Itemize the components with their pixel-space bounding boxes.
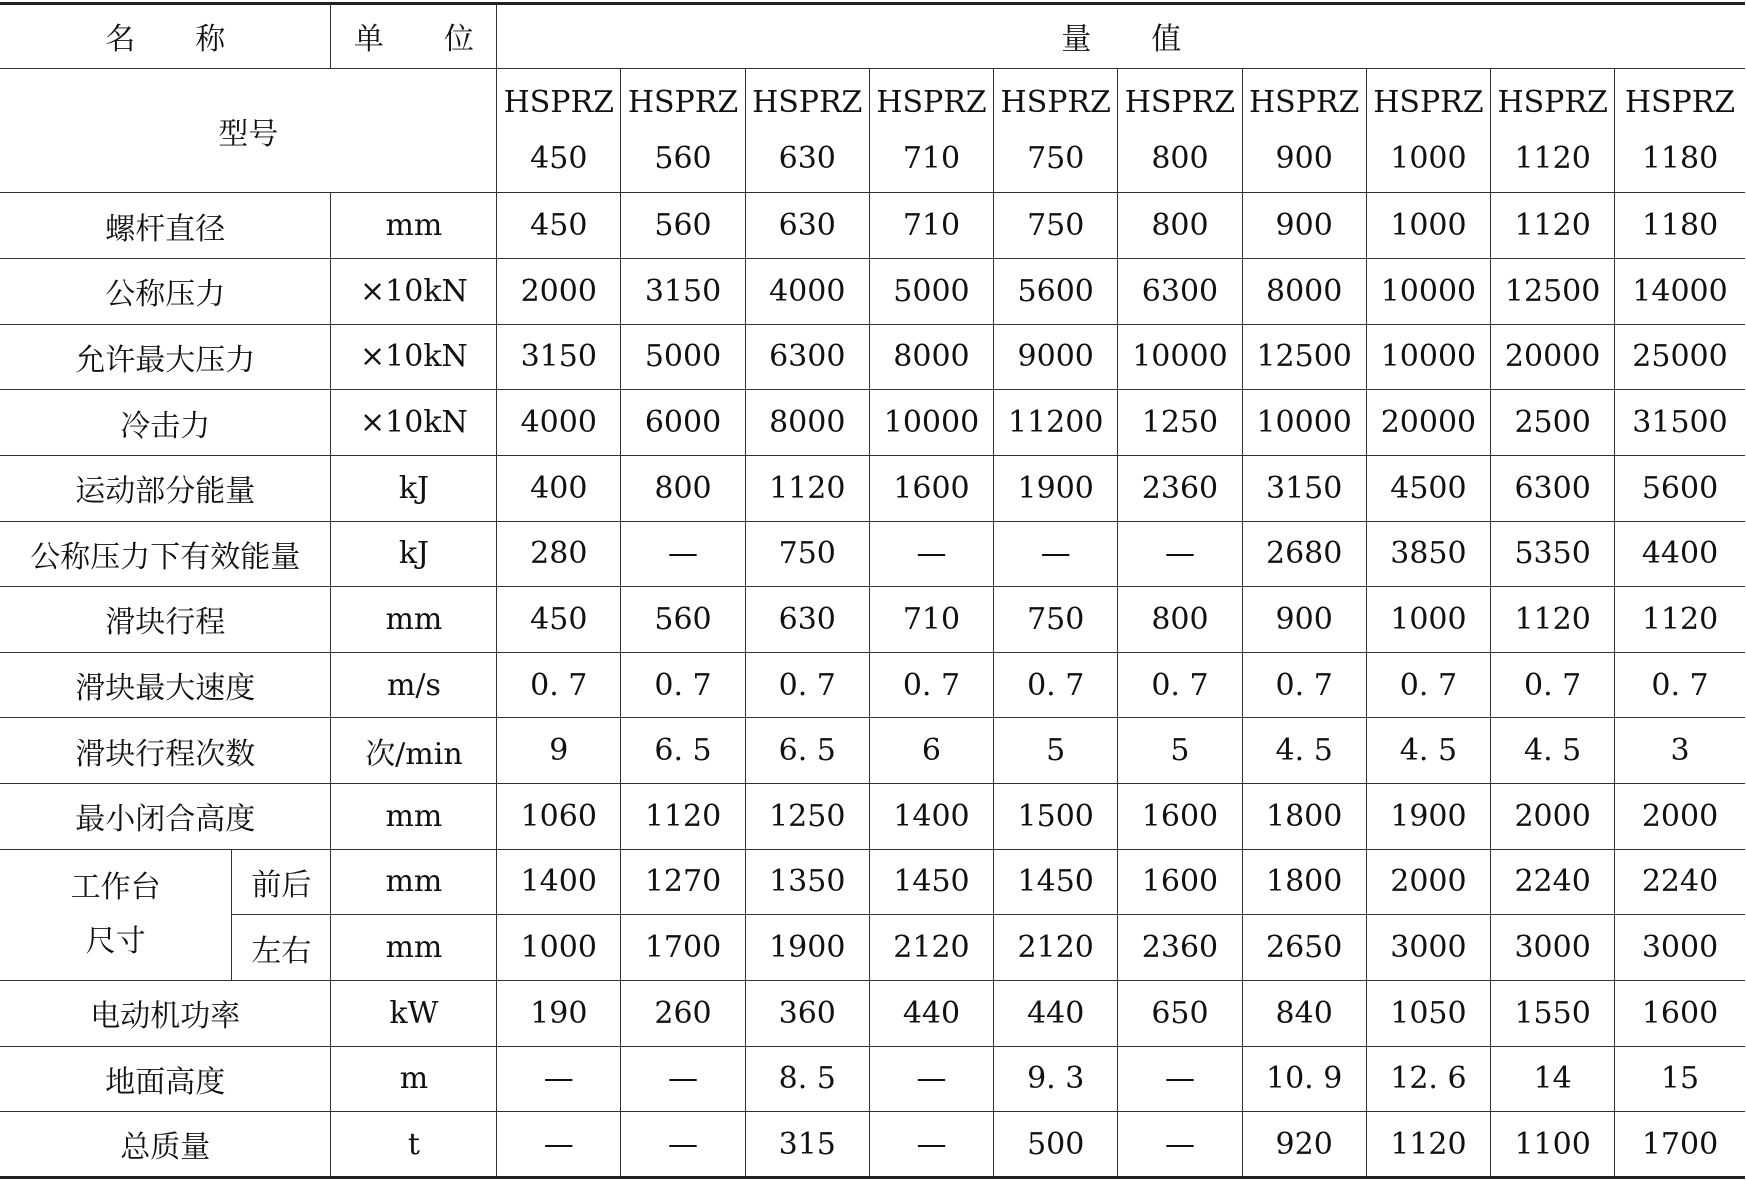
row-unit: mm <box>331 784 497 850</box>
value-cell: 6300 <box>1118 259 1243 325</box>
value-cell: — <box>994 521 1118 587</box>
value-cell: 5 <box>994 718 1118 784</box>
table-row <box>0 784 1745 850</box>
model-cell <box>745 68 869 192</box>
value-cell: — <box>497 1046 621 1112</box>
value-cell: 0. 7 <box>994 652 1118 718</box>
row-name: 滑块行程 <box>0 587 331 653</box>
value-cell: — <box>869 1112 994 1178</box>
table-row <box>0 652 1745 718</box>
value-cell: 2650 <box>1242 915 1366 981</box>
value-cell: 1000 <box>1366 193 1491 259</box>
value-cell: 1100 <box>1491 1112 1615 1178</box>
value-cell: 1900 <box>1366 784 1491 850</box>
value-cell: 2120 <box>869 915 994 981</box>
model-number: 1120 <box>1514 140 1591 176</box>
model-series: HSPRZ <box>752 84 863 120</box>
value-cell: 1250 <box>745 784 869 850</box>
value-cell: 6 <box>869 718 994 784</box>
value-cell: — <box>1118 1046 1243 1112</box>
model-series: HSPRZ <box>1000 84 1111 120</box>
value-cell: 6. 5 <box>621 718 746 784</box>
model-cell <box>869 68 994 192</box>
value-cell: 10000 <box>1366 324 1491 390</box>
value-cell: 0. 7 <box>1491 652 1615 718</box>
value-cell: 440 <box>869 980 994 1046</box>
model-cell <box>994 68 1118 192</box>
value-cell: — <box>869 1046 994 1112</box>
model-cell <box>1242 68 1366 192</box>
value-cell: 1600 <box>1118 784 1243 850</box>
value-cell: 450 <box>497 193 621 259</box>
worktable-label <box>0 849 232 980</box>
model-label: 型号 <box>0 68 497 192</box>
worktable-label-line: 工作台 <box>70 869 161 905</box>
row-unit: kJ <box>331 455 497 521</box>
row-name: 总质量 <box>0 1112 331 1178</box>
value-cell: 630 <box>745 193 869 259</box>
value-cell: 0. 7 <box>1118 652 1243 718</box>
model-cell <box>621 68 746 192</box>
header-unit: 单 位 <box>331 4 497 69</box>
row-unit: 次/min <box>331 718 497 784</box>
value-cell: 2240 <box>1614 849 1745 915</box>
value-cell: 1000 <box>1366 587 1491 653</box>
value-cell: — <box>1118 1112 1243 1178</box>
table-row <box>0 587 1745 653</box>
value-cell: 2500 <box>1491 390 1615 456</box>
value-cell: 25000 <box>1614 324 1745 390</box>
model-cell <box>497 68 621 192</box>
value-cell: 12500 <box>1491 259 1615 325</box>
value-cell: — <box>621 1046 746 1112</box>
row-unit: ×10kN <box>331 390 497 456</box>
value-cell: 10000 <box>1366 259 1491 325</box>
value-cell: 440 <box>994 980 1118 1046</box>
value-cell: 800 <box>1118 193 1243 259</box>
model-series: HSPRZ <box>1249 84 1360 120</box>
value-cell: 315 <box>745 1112 869 1178</box>
value-cell: 20000 <box>1366 390 1491 456</box>
value-cell: 800 <box>1118 587 1243 653</box>
row-name: 最小闭合高度 <box>0 784 331 850</box>
value-cell: — <box>621 521 746 587</box>
value-cell: 750 <box>994 193 1118 259</box>
model-number: 1000 <box>1390 140 1467 176</box>
row-name: 运动部分能量 <box>0 455 331 521</box>
model-cell <box>1118 68 1243 192</box>
table-body <box>0 4 1745 1178</box>
value-cell: 1120 <box>621 784 746 850</box>
value-cell: 9 <box>497 718 621 784</box>
worktable-row <box>0 849 1745 915</box>
value-cell: 1550 <box>1491 980 1615 1046</box>
value-cell: 1120 <box>745 455 869 521</box>
value-cell: 1700 <box>621 915 746 981</box>
value-cell: 0. 7 <box>621 652 746 718</box>
value-cell: 12. 6 <box>1366 1046 1491 1112</box>
row-unit: mm <box>331 587 497 653</box>
value-cell: 1400 <box>869 784 994 850</box>
value-cell: 6. 5 <box>745 718 869 784</box>
value-cell: 1250 <box>1118 390 1243 456</box>
row-unit: ×10kN <box>331 259 497 325</box>
model-number: 560 <box>654 140 712 176</box>
value-cell: 1120 <box>1491 587 1615 653</box>
worktable-sub-name: 前后 <box>232 849 331 915</box>
value-cell: 5000 <box>621 324 746 390</box>
row-name: 滑块最大速度 <box>0 652 331 718</box>
value-cell: 840 <box>1242 980 1366 1046</box>
value-cell: 2360 <box>1118 915 1243 981</box>
value-cell: 800 <box>621 455 746 521</box>
value-cell: — <box>869 521 994 587</box>
model-series: HSPRZ <box>1497 84 1608 120</box>
value-cell: 6000 <box>621 390 746 456</box>
value-cell: 6300 <box>1491 455 1615 521</box>
value-cell: 2360 <box>1118 455 1243 521</box>
value-cell: 8000 <box>745 390 869 456</box>
value-cell: 630 <box>745 587 869 653</box>
value-cell: 2240 <box>1491 849 1615 915</box>
model-number: 630 <box>778 140 836 176</box>
value-cell: 280 <box>497 521 621 587</box>
value-cell: 4000 <box>745 259 869 325</box>
value-cell: 1900 <box>994 455 1118 521</box>
model-number: 800 <box>1151 140 1209 176</box>
value-cell: 2000 <box>497 259 621 325</box>
value-cell: 11200 <box>994 390 1118 456</box>
value-cell: 750 <box>745 521 869 587</box>
table-row <box>0 521 1745 587</box>
value-cell: — <box>621 1112 746 1178</box>
value-cell: 14 <box>1491 1046 1615 1112</box>
value-cell: 1000 <box>497 915 621 981</box>
row-name: 公称压力下有效能量 <box>0 521 331 587</box>
value-cell: 12500 <box>1242 324 1366 390</box>
value-cell: 560 <box>621 587 746 653</box>
value-cell: 5000 <box>869 259 994 325</box>
value-cell: 0. 7 <box>1242 652 1366 718</box>
row-unit: t <box>331 1112 497 1178</box>
value-cell: — <box>497 1112 621 1178</box>
value-cell: 14000 <box>1614 259 1745 325</box>
value-cell: 2680 <box>1242 521 1366 587</box>
value-cell: 4400 <box>1614 521 1745 587</box>
row-unit: m/s <box>331 652 497 718</box>
row-name: 滑块行程次数 <box>0 718 331 784</box>
value-cell: 560 <box>621 193 746 259</box>
row-unit: m <box>331 1046 497 1112</box>
row-unit: mm <box>331 193 497 259</box>
value-cell: 400 <box>497 455 621 521</box>
value-cell: 1120 <box>1366 1112 1491 1178</box>
worktable-sub-name: 左右 <box>232 915 331 981</box>
table-row <box>0 259 1745 325</box>
worktable-row <box>0 915 1745 981</box>
value-cell: 260 <box>621 980 746 1046</box>
value-cell: 3150 <box>1242 455 1366 521</box>
value-cell: 1700 <box>1614 1112 1745 1178</box>
value-cell: 3 <box>1614 718 1745 784</box>
model-number: 1180 <box>1641 140 1719 176</box>
value-cell: 6300 <box>745 324 869 390</box>
value-cell: 9. 3 <box>994 1046 1118 1112</box>
value-cell: 4000 <box>497 390 621 456</box>
value-cell: 3150 <box>621 259 746 325</box>
model-cell <box>1366 68 1491 192</box>
table-row <box>0 324 1745 390</box>
value-cell: 500 <box>994 1112 1118 1178</box>
model-series: HSPRZ <box>503 84 614 120</box>
row-name: 冷击力 <box>0 390 331 456</box>
model-series: HSPRZ <box>876 84 987 120</box>
value-cell: 10000 <box>1118 324 1243 390</box>
table-row <box>0 1112 1745 1178</box>
value-cell: 1600 <box>1614 980 1745 1046</box>
value-cell: 10000 <box>869 390 994 456</box>
row-unit: kW <box>331 980 497 1046</box>
value-cell: 0. 7 <box>1614 652 1745 718</box>
value-cell: 1800 <box>1242 849 1366 915</box>
value-cell: 1800 <box>1242 784 1366 850</box>
value-cell: 1120 <box>1614 587 1745 653</box>
value-cell: 1600 <box>1118 849 1243 915</box>
value-cell: 1450 <box>869 849 994 915</box>
model-number: 900 <box>1275 140 1333 176</box>
row-name: 螺杆直径 <box>0 193 331 259</box>
value-cell: 10. 9 <box>1242 1046 1366 1112</box>
value-cell: 5350 <box>1491 521 1615 587</box>
value-cell: 31500 <box>1614 390 1745 456</box>
model-series: HSPRZ <box>627 84 739 120</box>
value-cell: 4500 <box>1366 455 1491 521</box>
model-number: 450 <box>530 140 588 176</box>
value-cell: 750 <box>994 587 1118 653</box>
row-name: 允许最大压力 <box>0 324 331 390</box>
value-cell: 8000 <box>869 324 994 390</box>
model-cell <box>1614 68 1745 192</box>
value-cell: 4. 5 <box>1366 718 1491 784</box>
header-row <box>0 4 1745 69</box>
value-cell: 0. 7 <box>1366 652 1491 718</box>
value-cell: 710 <box>869 587 994 653</box>
table-row <box>0 718 1745 784</box>
model-number: 710 <box>902 140 961 176</box>
value-cell: 1060 <box>497 784 621 850</box>
value-cell: 360 <box>745 980 869 1046</box>
value-cell: 3000 <box>1614 915 1745 981</box>
value-cell: 900 <box>1242 587 1366 653</box>
table-row <box>0 390 1745 456</box>
table-row <box>0 980 1745 1046</box>
row-unit: ×10kN <box>331 324 497 390</box>
value-cell: 1400 <box>497 849 621 915</box>
model-series: HSPRZ <box>1124 84 1236 120</box>
value-cell: 1120 <box>1491 193 1615 259</box>
value-cell: 2120 <box>994 915 1118 981</box>
model-number: 750 <box>1027 140 1085 176</box>
value-cell: 1450 <box>994 849 1118 915</box>
value-cell: 0. 7 <box>745 652 869 718</box>
value-cell: 1500 <box>994 784 1118 850</box>
value-cell: 1180 <box>1614 193 1745 259</box>
value-cell: 5 <box>1118 718 1243 784</box>
value-cell: 15 <box>1614 1046 1745 1112</box>
model-row <box>0 68 1745 192</box>
value-cell: 5600 <box>1614 455 1745 521</box>
value-cell: — <box>1118 521 1243 587</box>
value-cell: 0. 7 <box>869 652 994 718</box>
value-cell: 650 <box>1118 980 1243 1046</box>
value-cell: 20000 <box>1491 324 1615 390</box>
model-series: HSPRZ <box>1624 84 1736 120</box>
value-cell: 2000 <box>1614 784 1745 850</box>
value-cell: 920 <box>1242 1112 1366 1178</box>
value-cell: 450 <box>497 587 621 653</box>
value-cell: 5600 <box>994 259 1118 325</box>
value-cell: 2000 <box>1491 784 1615 850</box>
header-value: 量 值 <box>497 4 1745 69</box>
value-cell: 9000 <box>994 324 1118 390</box>
row-unit: mm <box>331 849 497 915</box>
value-cell: 10000 <box>1242 390 1366 456</box>
spec-table <box>0 2 1745 1179</box>
value-cell: 3150 <box>497 324 621 390</box>
value-cell: 8. 5 <box>745 1046 869 1112</box>
value-cell: 1270 <box>621 849 746 915</box>
table-row <box>0 1046 1745 1112</box>
value-cell: 190 <box>497 980 621 1046</box>
value-cell: 3000 <box>1491 915 1615 981</box>
header-name: 名 称 <box>0 4 331 69</box>
row-name: 公称压力 <box>0 259 331 325</box>
table-row <box>0 455 1745 521</box>
value-cell: 1050 <box>1366 980 1491 1046</box>
value-cell: 1600 <box>869 455 994 521</box>
value-cell: 1900 <box>745 915 869 981</box>
worktable-label-line: 尺寸 <box>85 923 146 959</box>
model-series: HSPRZ <box>1373 84 1484 120</box>
row-unit: kJ <box>331 521 497 587</box>
value-cell: 2000 <box>1366 849 1491 915</box>
model-cell <box>1491 68 1615 192</box>
value-cell: 3000 <box>1366 915 1491 981</box>
value-cell: 4. 5 <box>1491 718 1615 784</box>
value-cell: 4. 5 <box>1242 718 1366 784</box>
row-name: 电动机功率 <box>0 980 331 1046</box>
table-row <box>0 193 1745 259</box>
value-cell: 8000 <box>1242 259 1366 325</box>
value-cell: 3850 <box>1366 521 1491 587</box>
value-cell: 0. 7 <box>497 652 621 718</box>
row-name: 地面高度 <box>0 1046 331 1112</box>
row-unit: mm <box>331 915 497 981</box>
value-cell: 710 <box>869 193 994 259</box>
value-cell: 1350 <box>745 849 869 915</box>
value-cell: 900 <box>1242 193 1366 259</box>
